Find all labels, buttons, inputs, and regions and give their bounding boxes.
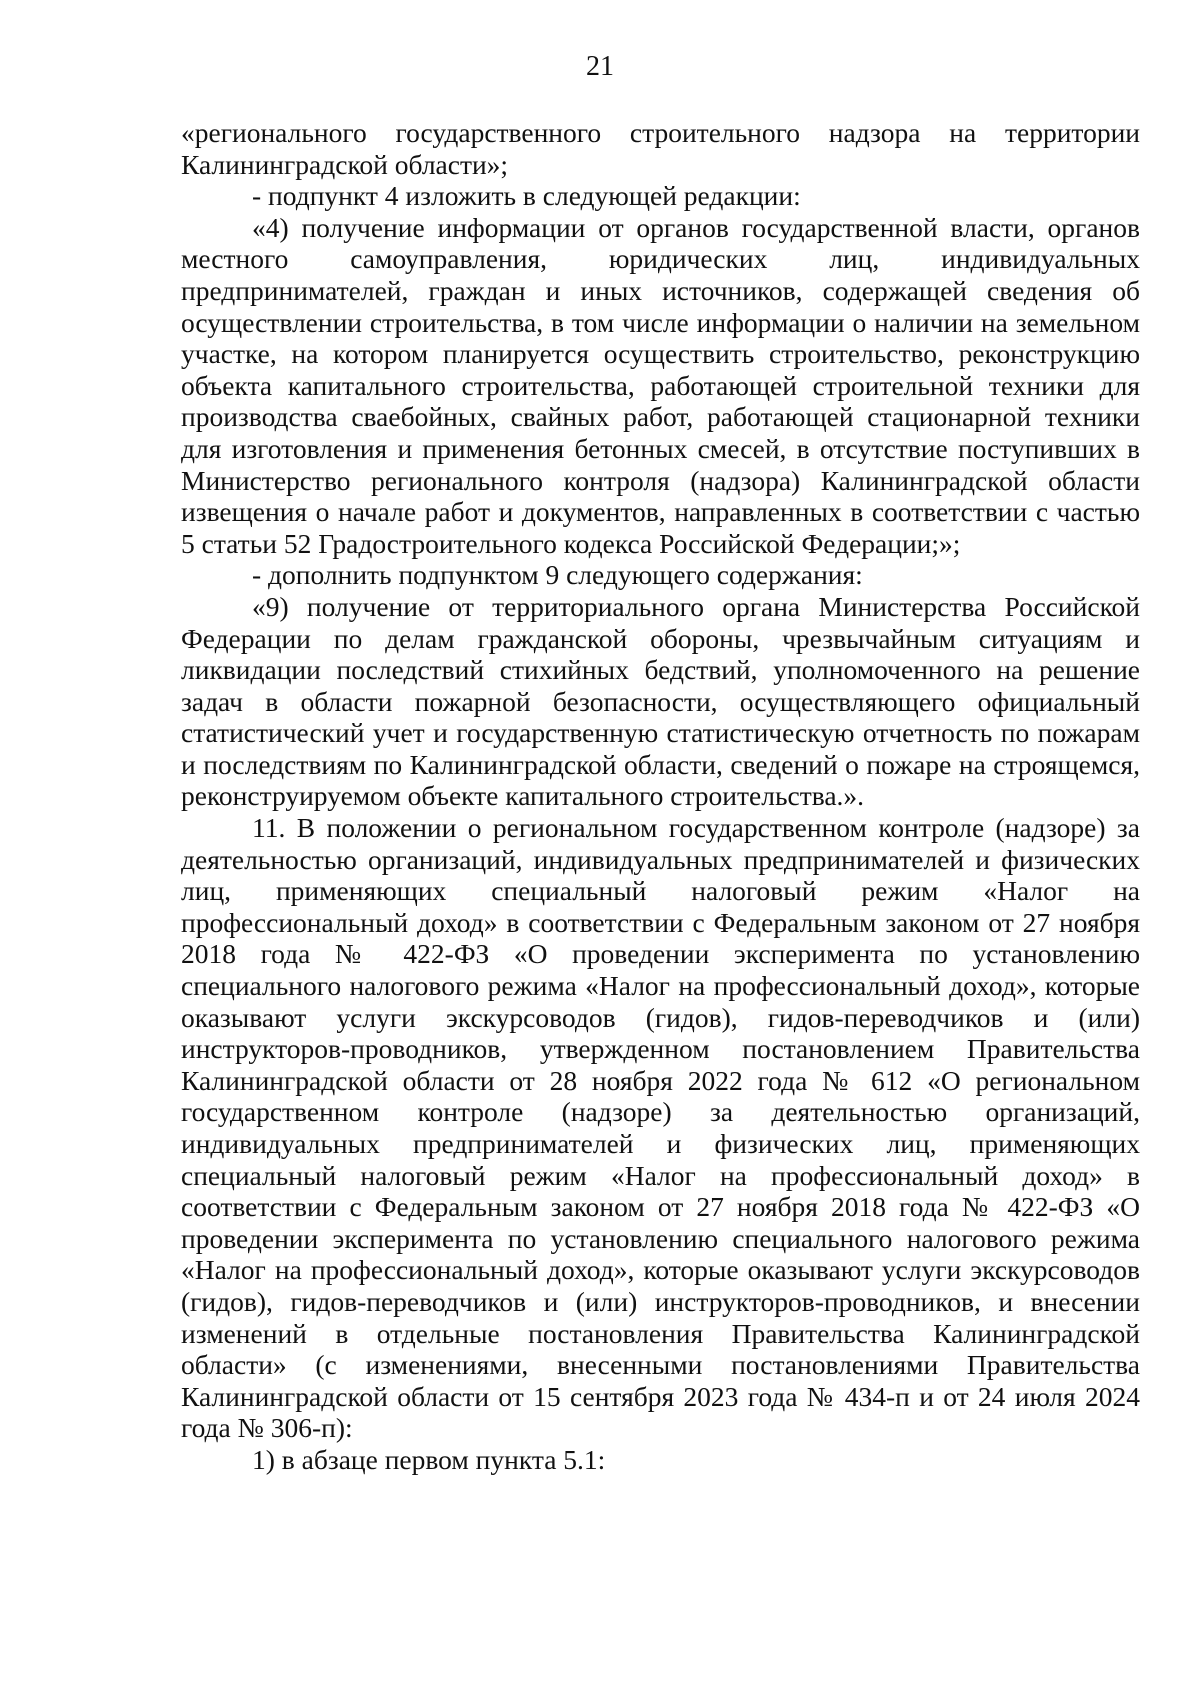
paragraph: «регионального государственного строительного надзора на территории Калининградской области»; [181,117,1140,180]
paragraph: «4) получение информации от органов государственной власти, органов местного самоуправления, юридических лиц, индивидуальных предпринимателей, граждан и иных источников, содержащей сведения об осуществлении строительства, в том числе информации о наличии на земельном участке, на котором планируется осуществить строительство, реконструкцию объекта капитального строительства, работающей строительной техники для производства сваебойных, свайных работ, работающей стационарной техники для изготовления и применения бетонных смесей, в отсутствие поступивших в Министерство регионального контроля (надзора) Калининградской области извещения о начале работ и документов, направленных в соответствии с частью 5 статьи 52 Градостроительного кодекса Российской Федерации;»; [181,211,1140,559]
paragraph: - дополнить подпунктом 9 следующего содержания: [252,559,863,591]
paragraph: 11. В положении о региональном государственном контроле (надзоре) за деятельностью организаций, индивидуальных предпринимателей и физических лиц, применяющих специальный налоговый режим «Налог на профессиональный доход» в соответствии с Федеральным законом от 27 ноября 2018 года № 422-ФЗ «О проведении эксперимента по установлению специального налогового режима «Налог на профессиональный доход», которые оказывают услуги экскурсоводов (гидов), гидов-переводчиков и (или) инструкторов-проводников, утвержденном постановлением Правительства Калининградской области от 28 ноября 2022 года № 612 «О региональном государственном контроле (надзоре) за деятельностью организаций, индивидуальных предпринимателей и физических лиц, применяющих специальный налоговый режим «Налог на профессиональный доход» в соответствии с Федеральным законом от 27 ноября 2018 года № 422-ФЗ «О проведении эксперимента по установлению специального налогового режима «Налог на профессиональный доход», которые оказывают услуги экскурсоводов (гидов), гидов-переводчиков и (или) инструкторов-проводников, и внесении изменений в отдельные постановления Правительства Калининградской области» (с изменениями, внесенными постановлениями Правительства Калининградской области от 15 сентября 2023 года № 434-п и от 24 июля 2024 года № 306-п): [181,812,1140,1444]
page-number: 21 [586,51,614,82]
document-body [181,117,1140,1476]
paragraph: 1) в абзаце первом пункта 5.1: [252,1443,606,1475]
paragraph: «9) получение от территориального органа Министерства Российской Федерации по делам гражданской обороны, чрезвычайным ситуациям и ликвидации последствий стихийных бедствий, уполномоченного на решение задач в области пожарной безопасности, осуществляющего официальный статистический учет и государственную статистическую отчетность по пожарам и последствиям по Калининградской области, сведений о пожаре на строящемся, реконструируемом объекте капитального строительства.». [181,590,1140,812]
paragraph: - подпункт 4 изложить в следующей редакции: [252,180,801,212]
